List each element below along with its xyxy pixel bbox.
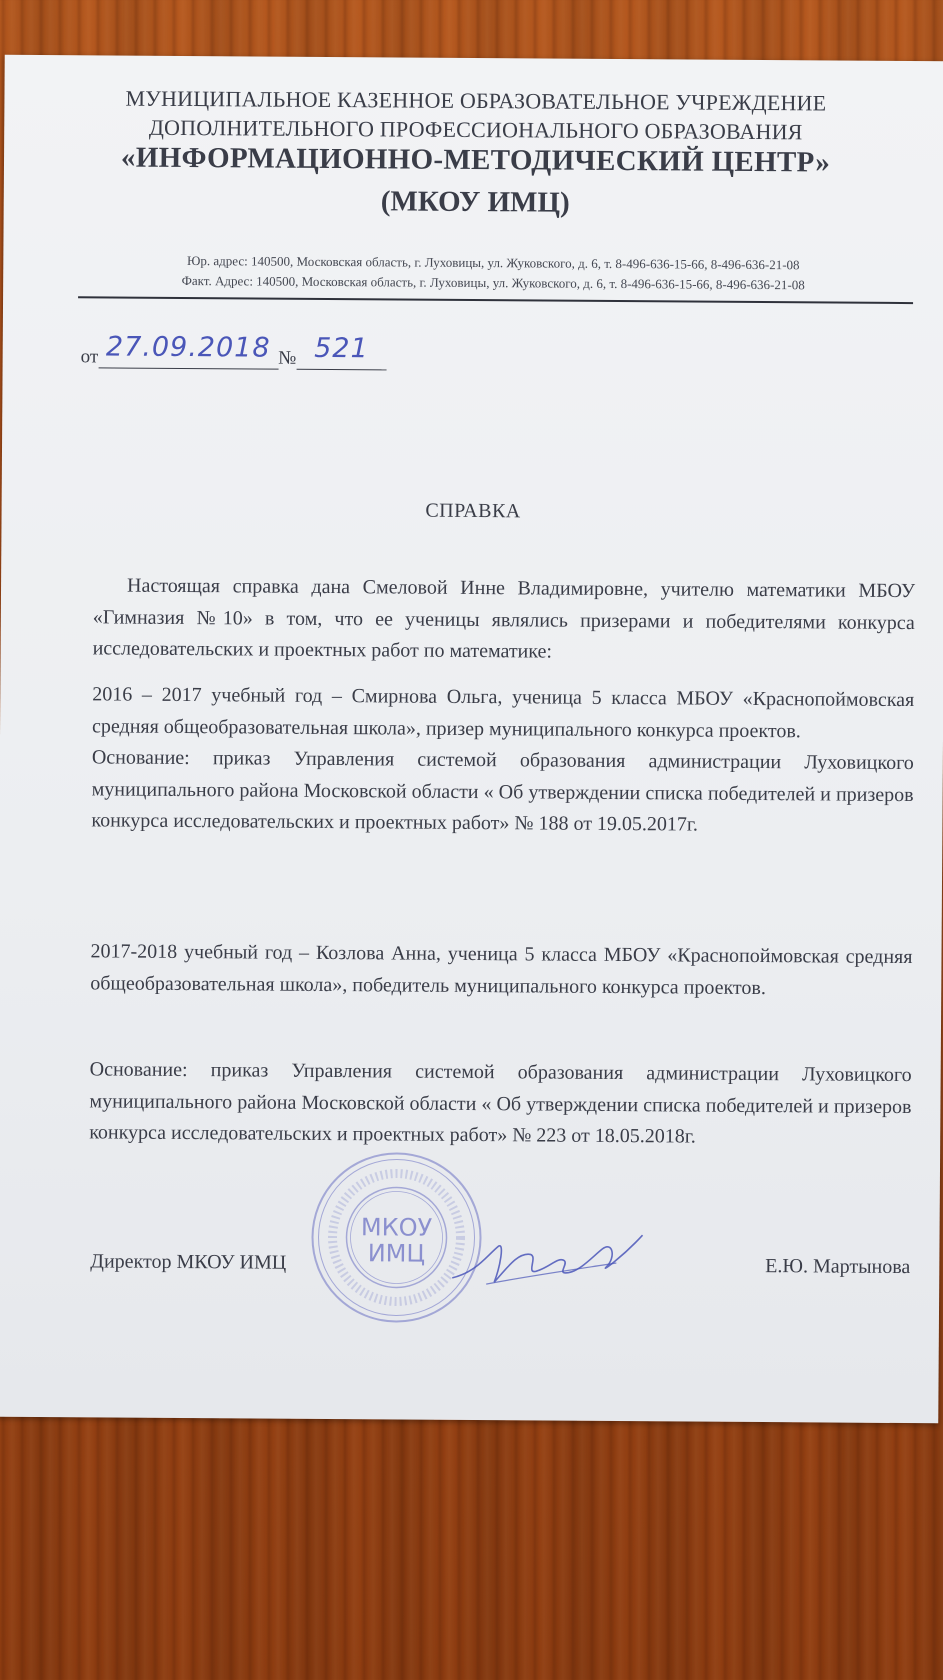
stamp-line-2: ИМЦ bbox=[367, 1239, 426, 1268]
signer-name: Е.Ю. Мартынова bbox=[765, 1255, 911, 1279]
registration-line bbox=[80, 331, 387, 370]
date-field bbox=[98, 331, 278, 369]
handwritten-number: 521 bbox=[314, 332, 369, 365]
organization-abbreviation: (МКОУ ИМЦ) bbox=[380, 185, 570, 219]
intro-paragraph: Настоящая справка дана Смеловой Инне Владимировне, учителю математики МБОУ «Гимназия №10» в том, что ее ученицы являлись призерами и победителями конкурса исследовательских и проектных работ по математике: bbox=[92, 574, 916, 663]
legal-address: Юр. адрес: 140500, Московская область, г. Луховицы, ул. Жуковского, д. 6, т. 8-496-636-15-66, 8-496-636-21-08 bbox=[187, 253, 800, 273]
handwritten-date: 27.09.2018 bbox=[105, 331, 271, 364]
basis-text: Основание: приказ Управления системой образования администрации Луховицкого муниципального района Московской области « Об утверждении списка победителей и призеров конкурса исследовательских и проектных работ» № 188 от 19.05.2017г. bbox=[91, 746, 914, 836]
number-field bbox=[296, 332, 386, 371]
from-label: от bbox=[80, 346, 99, 368]
document-sheet bbox=[0, 55, 943, 1424]
basis-2017-2018: Основание: приказ Управления системой образования администрации Луховицкого муниципального района Московской области « Об утверждении списка победителей и призеров конкурса исследовательских и проектных работ» № 223 от 18.05.2018г. bbox=[89, 1058, 912, 1148]
document-title: СПРАВКА bbox=[425, 499, 521, 523]
signer-position: Директор МКОУ ИМЦ bbox=[90, 1250, 287, 1274]
actual-address: Факт. Адрес: 140500, Московская область, г. Луховицы, ул. Жуковского, д. 6, т. 8-496-636-15-66, 8-496-636-21-08 bbox=[181, 272, 805, 293]
handwritten-signature bbox=[446, 1226, 647, 1307]
header-line-1: МУНИЦИПАЛЬНОЕ КАЗЕННОЕ ОБРАЗОВАТЕЛЬНОЕ УЧРЕЖДЕНИЕ bbox=[125, 85, 827, 116]
organization-name: «ИНФОРМАЦИОННО-МЕТОДИЧЕСКИЙ ЦЕНТР» bbox=[120, 141, 831, 179]
entry-text: 2016 – 2017 учебный год – Смирнова Ольга, ученица 5 класса МБОУ «Краснопоймовская средняя общеобразовательная школа», призер муниципального конкурса проектов. bbox=[92, 683, 915, 742]
header-divider bbox=[78, 296, 913, 304]
header-line-2: ДОПОЛНИТЕЛЬНОГО ПРОФЕССИОНАЛЬНОГО ОБРАЗОВАНИЯ bbox=[148, 114, 803, 145]
entry-2016-2017 bbox=[91, 679, 914, 842]
entry-2017-2018: 2017-2018 учебный год – Козлова Анна, ученица 5 класса МБОУ «Краснопоймовская средняя общеобразовательная школа», победитель муниципального конкурса проектов. bbox=[90, 940, 913, 999]
number-label: № bbox=[278, 347, 297, 369]
stamp-line-1: МКОУ bbox=[360, 1213, 433, 1242]
